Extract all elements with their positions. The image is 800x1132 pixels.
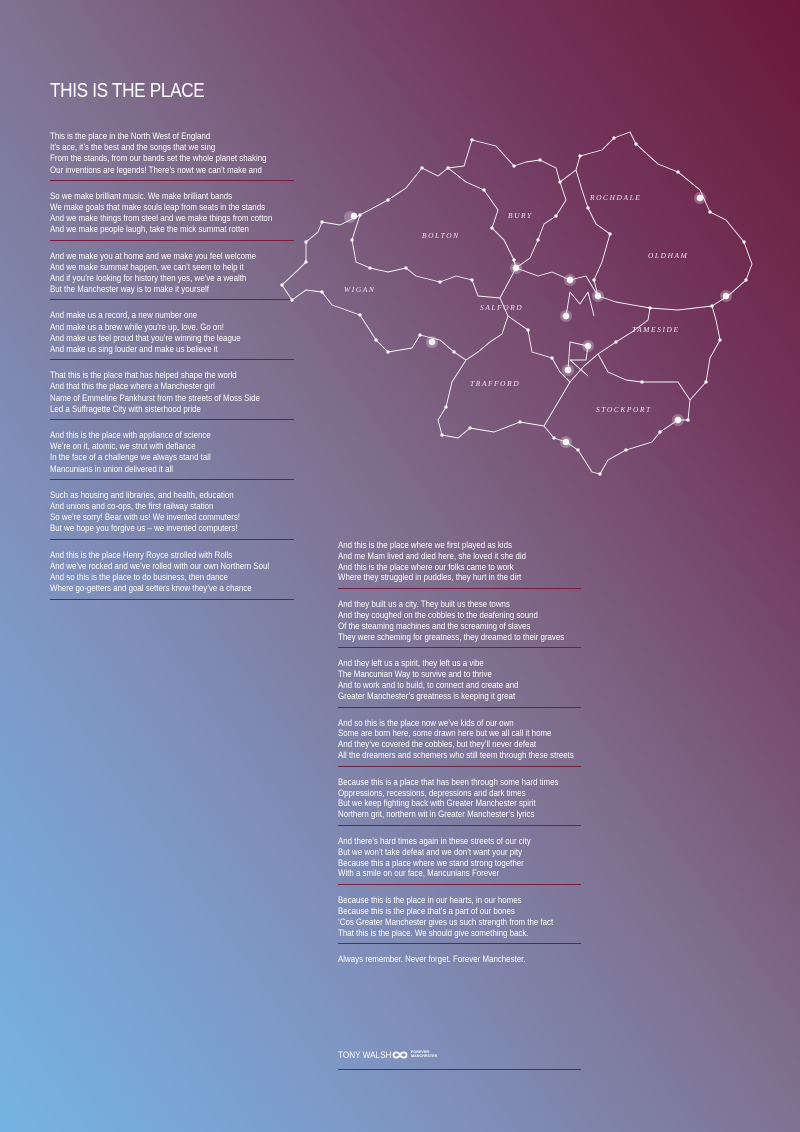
stanza xyxy=(50,490,294,540)
poem-line: And they left us a spirit, they left us a vibe xyxy=(338,658,484,669)
poem-line: Because this is a place that has been through some hard times xyxy=(338,776,559,787)
stanza xyxy=(50,310,294,360)
poem-line: And we’ve rocked and we’ve rolled with our own Northern Soul xyxy=(50,560,270,571)
poem-line: Greater Manchester’s greatness is keeping it great xyxy=(338,690,516,701)
poem-line: And we make summat happen, we can’t seem to help it xyxy=(50,261,244,272)
poem-line: So we’re sorry! Bear with us! We invented commuters! xyxy=(50,512,240,523)
poem-line: That this is the place. We should give something back. xyxy=(338,927,529,938)
poem-line: Name of Emmeline Pankhurst from the streets of Moss Side xyxy=(50,392,260,403)
poem-line: And they coughed on the cobbles to the deafening sound xyxy=(338,609,538,620)
map-label-tameside: TAMESIDE xyxy=(632,325,680,334)
poem-line: In the face of a challenge we always stand tall xyxy=(50,452,211,463)
map-label-rochdale: ROCHDALE xyxy=(590,193,642,202)
poem-line: But we keep fighting back with Greater Manchester spirit xyxy=(338,798,536,809)
author-name: TONY WALSH xyxy=(338,1050,392,1061)
poem-line: And this is the place where we first played as kids xyxy=(338,540,512,550)
poem-line: The Mancunian Way to survive and to thrive xyxy=(338,669,492,680)
stanza xyxy=(338,895,581,944)
poem-line: And there’s hard times again in these streets of our city xyxy=(338,835,531,846)
poem-line: But we won’t take defeat and we don’t want your pity xyxy=(338,846,523,857)
map-label-trafford: TRAFFORD xyxy=(470,379,521,388)
poem-line: They were scheming for greatness, they dreamed to their graves xyxy=(338,631,565,642)
poem-line: But the Manchester way is to make it yourself xyxy=(50,284,209,295)
poem-right-column xyxy=(338,540,581,980)
poem-line: And they’ve covered the cobbles, but they’ll never defeat xyxy=(338,739,537,750)
stanza xyxy=(50,251,294,301)
map-label-oldham: OLDHAM xyxy=(648,251,689,260)
stanza xyxy=(338,777,581,826)
poem-line: And me Mam lived and died here, she loved it she did xyxy=(338,550,526,561)
map-label-bolton: BOLTON xyxy=(422,231,460,240)
poem-line: And if you’re looking for history then yes, we’ve a wealth xyxy=(50,273,247,284)
poem-line: Oppressions, recessions, depressions and dark times xyxy=(338,787,526,798)
borough-border xyxy=(516,268,712,310)
map-label-wigan: WIGAN xyxy=(344,285,376,294)
poem-line: And that this the place where a Manchester girl xyxy=(50,381,215,392)
map-label-bury: BURY xyxy=(508,211,533,220)
poem-line: But we hope you forgive us – we invented computers! xyxy=(50,523,238,534)
poem-line: And so this is the place to do business, then dance xyxy=(50,572,228,583)
poem-line: This is the place in the North West of England xyxy=(50,131,211,141)
poem-line: Northern grit, northern wit in Greater Manchester’s lyrics xyxy=(338,809,535,820)
poem-line: And we make people laugh, take the mick summat rotten xyxy=(50,224,249,235)
stanza xyxy=(50,191,294,241)
poem-line: Where go-getters and goal setters know they’ve a chance xyxy=(50,583,252,594)
poem-line: And to work and to build, to connect and create and xyxy=(338,679,519,690)
poem-line: Of the steaming machines and the screaming of slaves xyxy=(338,620,531,631)
poem-line: Our inventions are legends! There’s nowt we can’t make and xyxy=(50,164,262,175)
poem-line: All the dreamers and schemers who still teem through these streets xyxy=(338,749,574,760)
poem-left-column xyxy=(50,131,294,610)
infinity-logo-icon xyxy=(392,1050,408,1060)
poem-line: From the stands, from our bands set the whole planet shaking xyxy=(50,153,267,164)
poem-line: ‘Cos Greater Manchester gives us such strength from the fact xyxy=(338,916,554,927)
poem-line: And this is the place where our folks came to work xyxy=(338,561,514,572)
poem-line: Such as housing and libraries, and health, education xyxy=(50,489,234,500)
poem-line: Mancunians in union delivered it all xyxy=(50,463,173,474)
poem-line: And we make you at home and we make you feel welcome xyxy=(50,250,256,261)
stanza xyxy=(338,836,581,885)
poem-line: Because this a place where we stand strong together xyxy=(338,857,524,868)
borough-border xyxy=(448,168,516,268)
stanza xyxy=(50,430,294,480)
poem-line: Because this is the place in our hearts, in our homes xyxy=(338,895,522,906)
poem-line: And unions and co-ops, the first railway station xyxy=(50,501,214,512)
poem-line: And make us a brew while you’re up, love. Go on! xyxy=(50,321,224,332)
poem-line: So we make brilliant music. We make brilliant bands xyxy=(50,190,233,201)
poem-line: That this is the place that has helped shape the world xyxy=(50,370,237,381)
greater-manchester-constellation-map xyxy=(270,120,760,490)
stanza xyxy=(50,370,294,420)
stanza xyxy=(338,540,581,589)
borough-border xyxy=(508,316,570,426)
borough-border xyxy=(598,354,690,400)
stanza xyxy=(50,131,294,181)
stanza xyxy=(338,658,581,707)
logo-line: MANCHESTER xyxy=(411,1054,438,1058)
poem-line: And so this is the place now we’ve kids of our own xyxy=(338,717,514,728)
poem-line: And this is the place with appliance of science xyxy=(50,430,211,441)
stanza xyxy=(50,550,294,600)
poem-line: Some are born here, some drawn here but we all call it home xyxy=(338,728,552,739)
map-label-salford: SALFORD xyxy=(480,303,524,312)
poem-line: Led a Suffragette City with sisterhood pride xyxy=(50,403,201,414)
stanza xyxy=(338,718,581,767)
poem-line: Because this is the place that’s a part of our bones xyxy=(338,905,515,916)
poem-line: We make goals that make souls leap from seats in the stands xyxy=(50,202,266,213)
poem-closing-line: Always remember. Never forget. Forever Manchester. xyxy=(338,954,526,965)
poem-line: And this is the place Henry Royce strolled with Rolls xyxy=(50,549,233,560)
poem-line: And make us feel proud that you’re winning the league xyxy=(50,332,241,343)
poem-line: It’s ace, it’s the best and the songs that we sing xyxy=(50,142,216,153)
stanza xyxy=(338,954,581,970)
poem-line: With a smile on our face, Mancunians Forever xyxy=(338,868,500,879)
poem-title: THIS IS THE PLACE xyxy=(50,80,205,102)
logo-wordmark xyxy=(411,1050,437,1058)
poem-line: And make us a record, a new number one xyxy=(50,310,198,321)
poem-line: And they built us a city. They built us these towns xyxy=(338,599,510,610)
poem-line: And make us sing louder and make us believe it xyxy=(50,344,218,355)
borough-border xyxy=(516,182,566,268)
map-label-stockport: STOCKPORT xyxy=(596,405,652,414)
poem-line: Where they struggled in puddles, they hurt in the dirt xyxy=(338,572,522,583)
poem-line: We’re on it, atomic, we strut with defiance xyxy=(50,441,196,452)
signoff xyxy=(338,1047,581,1070)
logo-line: FOREVER xyxy=(411,1050,430,1054)
stanza xyxy=(338,599,581,648)
poem-line: And we make things from steel and we make things from cotton xyxy=(50,213,273,224)
constellation-bright-stars xyxy=(344,192,732,448)
